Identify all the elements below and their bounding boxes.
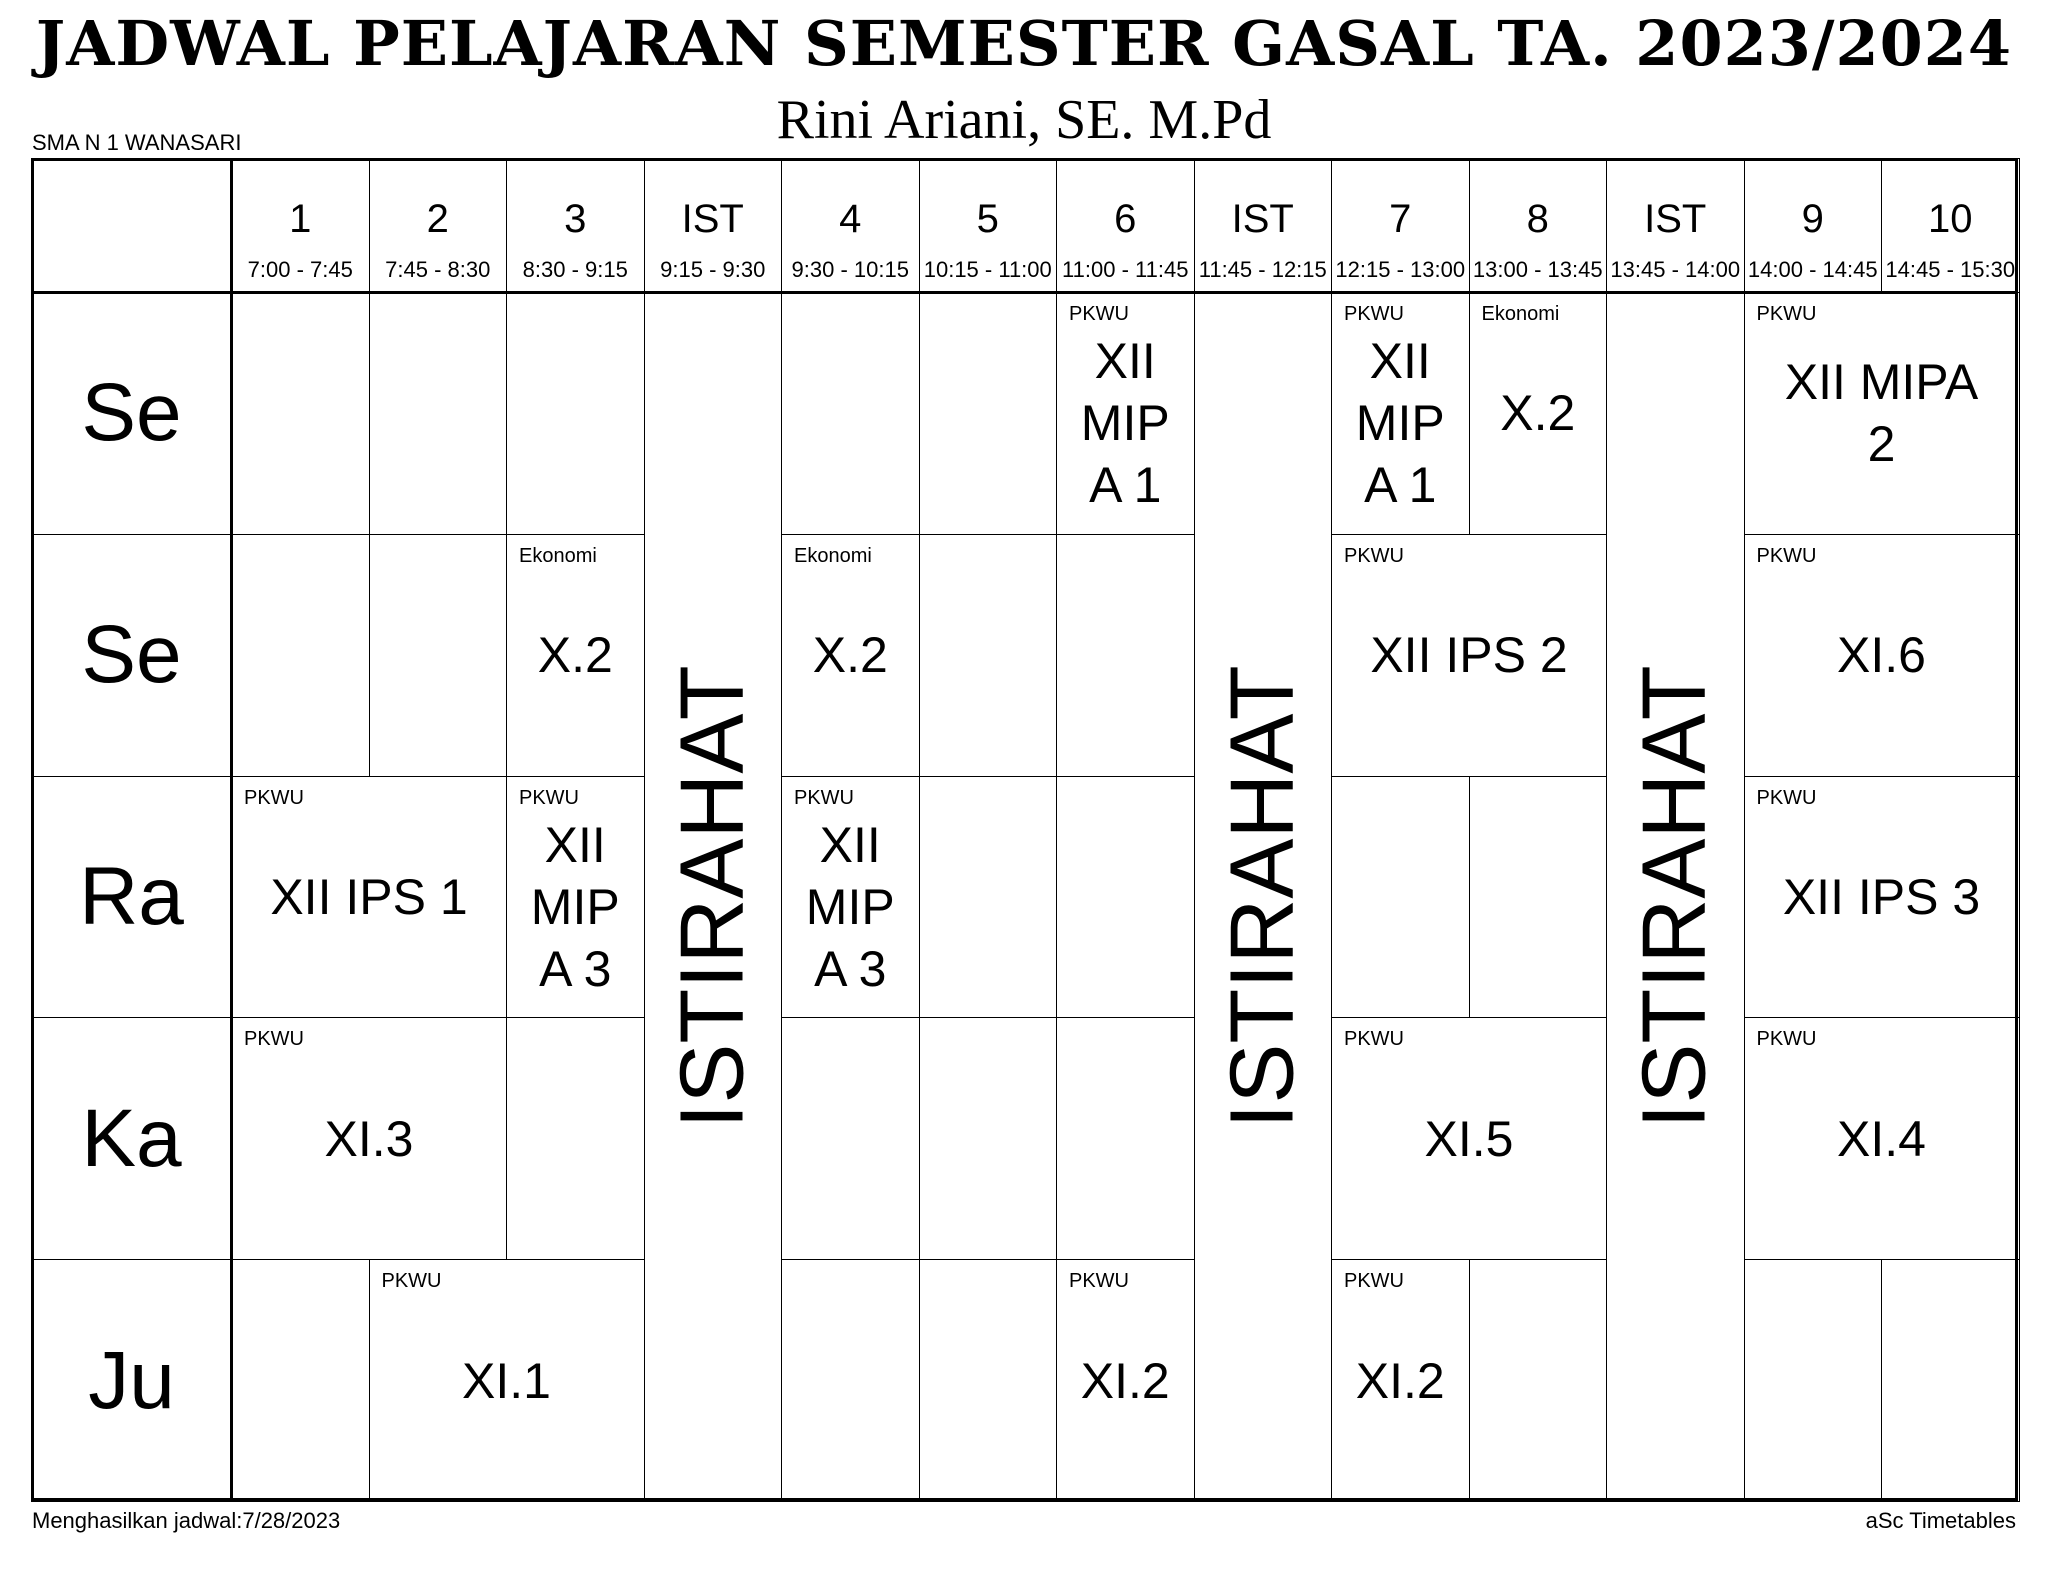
lesson-subject: PKWU [1756, 544, 1817, 567]
empty-slot[interactable] [919, 292, 1058, 535]
day-header [31, 534, 232, 777]
period-number: 3 [564, 197, 587, 241]
lesson-class: XII MIP A 1 [1355, 333, 1445, 514]
period-header [1881, 158, 2020, 293]
empty-slot[interactable] [369, 534, 508, 777]
empty-slot[interactable] [919, 776, 1058, 1019]
period-number: 8 [1526, 197, 1549, 241]
period-header [369, 158, 508, 293]
period-number: IST [1231, 197, 1294, 241]
lesson-class: XI.1 [462, 1352, 551, 1409]
day-label: Se [81, 609, 182, 701]
day-label: Ra [79, 850, 184, 942]
empty-slot[interactable] [506, 1017, 645, 1260]
period-header [781, 158, 920, 293]
lesson-subject: PKWU [244, 786, 304, 809]
empty-slot[interactable] [1744, 1259, 1883, 1502]
period-time: 8:30 - 9:15 [522, 257, 628, 282]
period-header [919, 158, 1058, 293]
lesson-class: XI.5 [1424, 1110, 1514, 1167]
break-column [1606, 292, 1745, 1502]
period-time: 14:00 - 14:45 [1747, 257, 1878, 282]
lesson-class: XII IPS 2 [1370, 627, 1568, 684]
period-time: 12:15 - 13:00 [1335, 257, 1466, 282]
period-header [1606, 158, 1745, 293]
period-header [1056, 158, 1195, 293]
period-time: 10:15 - 11:00 [923, 257, 1052, 282]
lesson-cell[interactable] [1331, 1017, 1607, 1260]
break-column [644, 292, 783, 1502]
lesson-subject: Ekonomi [794, 544, 872, 567]
lesson-class: XI.2 [1080, 1352, 1170, 1409]
period-number: 7 [1389, 197, 1412, 241]
lesson-class: XII MIPA 2 [1784, 354, 1979, 473]
lesson-subject: PKWU [1069, 1270, 1129, 1293]
lesson-subject: PKWU [519, 786, 579, 809]
page-title: JADWAL PELAJARAN SEMESTER GASAL TA. 2023/2024 [35, 7, 2013, 80]
empty-slot[interactable] [1056, 776, 1195, 1019]
day-label: Ju [88, 1334, 175, 1426]
lesson-class: XII MIP A 3 [530, 816, 620, 997]
teacher-name: Rini Ariani, SE. M.Pd [776, 89, 1272, 151]
lesson-class: XII MIP A 3 [805, 816, 895, 997]
lesson-class: XI.6 [1837, 627, 1926, 684]
empty-slot[interactable] [1469, 1259, 1608, 1502]
period-header [1194, 158, 1333, 293]
generated-date: Menghasilkan jadwal:7/28/2023 [32, 1508, 341, 1533]
lesson-class: X.2 [1500, 385, 1576, 442]
day-header [31, 1017, 232, 1260]
period-number: IST [681, 197, 744, 241]
period-number: 2 [426, 197, 449, 241]
lesson-subject: PKWU [1756, 786, 1817, 809]
break-label: ISTIRAHAT [1212, 665, 1313, 1129]
day-label: Ka [81, 1092, 182, 1184]
day-label: Se [81, 367, 182, 459]
period-header [1744, 158, 1883, 293]
lesson-cell[interactable] [1744, 776, 2020, 1019]
empty-slot[interactable] [781, 292, 920, 535]
empty-slot[interactable] [506, 292, 645, 535]
period-time: 9:30 - 10:15 [791, 257, 909, 282]
lesson-cell[interactable] [1744, 292, 2020, 535]
break-label: ISTIRAHAT [662, 665, 763, 1129]
lesson-subject: Ekonomi [519, 544, 597, 567]
lesson-cell[interactable] [1056, 292, 1195, 535]
software-credit: aSc Timetables [1865, 1508, 2016, 1533]
day-column-divider [230, 158, 233, 1501]
header-divider [31, 291, 2018, 294]
lesson-cell[interactable] [1469, 292, 1608, 535]
day-header [31, 292, 232, 535]
empty-slot[interactable] [1331, 776, 1470, 1019]
empty-slot[interactable] [1056, 1017, 1195, 1260]
period-time: 7:45 - 8:30 [385, 257, 491, 282]
lesson-cell[interactable] [1744, 1017, 2020, 1260]
lesson-cell[interactable] [1744, 534, 2020, 777]
period-header [1469, 158, 1608, 293]
lesson-cell[interactable] [1331, 534, 1607, 777]
period-time: 9:15 - 9:30 [660, 257, 766, 282]
break-label: ISTIRAHAT [1624, 665, 1725, 1129]
empty-slot[interactable] [781, 1017, 920, 1260]
period-number: 6 [1114, 197, 1137, 241]
lesson-cell[interactable] [1331, 292, 1470, 535]
break-column [1194, 292, 1333, 1502]
empty-slot[interactable] [231, 1259, 370, 1502]
period-time: 13:00 - 13:45 [1472, 257, 1603, 282]
lesson-cell[interactable] [231, 776, 507, 1019]
empty-slot[interactable] [1469, 776, 1608, 1019]
empty-slot[interactable] [919, 1017, 1058, 1260]
empty-slot[interactable] [919, 534, 1058, 777]
lesson-class: XII MIP A 1 [1080, 333, 1170, 514]
corner-cell [31, 158, 232, 293]
empty-slot[interactable] [919, 1259, 1058, 1502]
lesson-cell[interactable] [506, 776, 645, 1019]
lesson-class: XI.2 [1355, 1352, 1445, 1409]
lesson-cell[interactable] [506, 534, 645, 777]
day-header [31, 1259, 232, 1502]
lesson-class: XI.3 [324, 1110, 414, 1167]
lesson-subject: PKWU [1069, 303, 1129, 325]
lesson-cell[interactable] [231, 1017, 507, 1260]
lesson-class: X.2 [812, 627, 888, 684]
period-number: 5 [976, 197, 999, 241]
lesson-subject: PKWU [1344, 1028, 1404, 1051]
lesson-subject: PKWU [1344, 303, 1404, 325]
period-number: 10 [1928, 197, 1973, 241]
empty-slot[interactable] [1881, 1259, 2020, 1502]
period-time: 13:45 - 14:00 [1610, 257, 1741, 282]
period-header [506, 158, 645, 293]
school-name: SMA N 1 WANASARI [32, 130, 242, 155]
lesson-class: XII IPS 1 [270, 868, 468, 925]
period-time: 7:00 - 7:45 [247, 257, 353, 282]
lesson-subject: PKWU [794, 786, 854, 809]
period-header [231, 158, 370, 293]
lesson-subject: PKWU [381, 1270, 442, 1293]
lesson-cell[interactable] [1331, 1259, 1470, 1502]
period-number: 4 [839, 197, 862, 241]
period-number: 9 [1801, 197, 1824, 241]
lesson-cell[interactable] [369, 1259, 645, 1502]
period-time: 11:45 - 12:15 [1198, 257, 1327, 282]
period-number: IST [1644, 197, 1707, 241]
lesson-cell[interactable] [781, 776, 920, 1019]
day-header [31, 776, 232, 1019]
empty-slot[interactable] [231, 292, 370, 535]
lesson-class: X.2 [537, 627, 613, 684]
period-time: 11:00 - 11:45 [1062, 257, 1189, 282]
period-header [644, 158, 783, 293]
period-header [1331, 158, 1470, 293]
lesson-cell[interactable] [781, 534, 920, 777]
lesson-subject: PKWU [1344, 544, 1404, 567]
empty-slot[interactable] [1056, 534, 1195, 777]
lesson-class: XI.4 [1837, 1110, 1926, 1167]
lesson-cell[interactable] [1056, 1259, 1195, 1502]
period-number: 1 [289, 197, 312, 241]
lesson-subject: PKWU [1756, 303, 1817, 325]
empty-slot[interactable] [231, 534, 370, 777]
lesson-subject: PKWU [1756, 1028, 1817, 1051]
lesson-subject: PKWU [1344, 1270, 1404, 1293]
lesson-class: XII IPS 3 [1782, 868, 1981, 925]
lesson-subject: PKWU [244, 1028, 304, 1051]
lesson-subject: Ekonomi [1481, 303, 1560, 325]
period-time: 14:45 - 15:30 [1885, 257, 2016, 282]
empty-slot[interactable] [369, 292, 508, 535]
empty-slot[interactable] [781, 1259, 920, 1502]
